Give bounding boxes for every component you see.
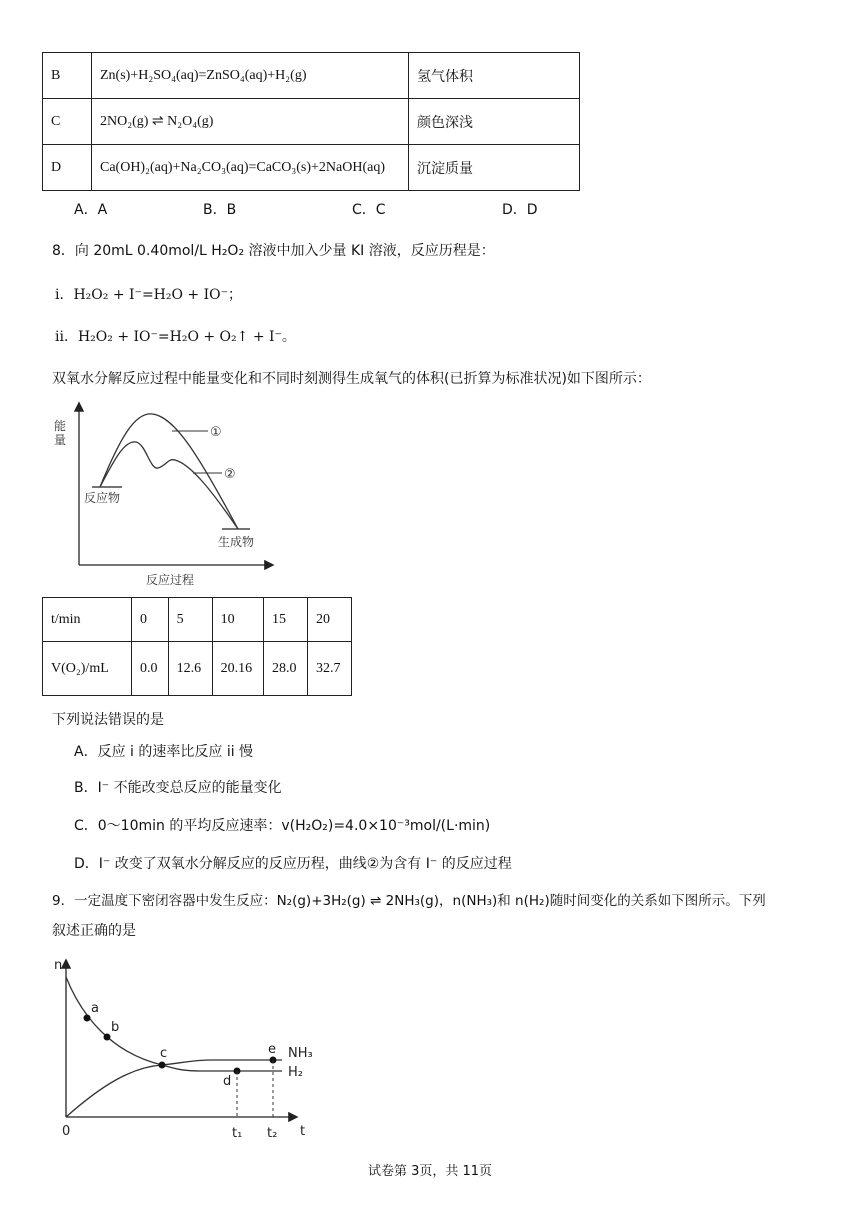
t-cell: 15: [263, 598, 307, 642]
t-header: t/min: [43, 598, 132, 642]
q7-option-a[interactable]: A．A: [74, 202, 108, 218]
v-cell: 12.6: [168, 642, 212, 696]
q7-option-d[interactable]: D．D: [502, 202, 538, 218]
energy-diagram: [50, 398, 280, 588]
row-equation: Zn(s)+H₂SO₄(aq)=ZnSO₄(aq)+H₂(g): [92, 53, 409, 99]
h2-curve: [66, 977, 282, 1071]
q7-option-c[interactable]: C．C: [352, 202, 386, 218]
q8-stem: 8．向 20mL 0.40mol/L H₂O₂ 溶液中加入少量 KI 溶液，反应历程是：: [52, 243, 495, 259]
q8-step-i: i．H₂O₂ + I⁻=H₂O + IO⁻；: [55, 287, 242, 303]
point-c: [159, 1062, 166, 1069]
point-b: [104, 1034, 111, 1041]
nh3-label: NH₃: [288, 1046, 313, 1061]
t2-label: t₂: [267, 1126, 278, 1141]
row-equation: 2NO₂(g) ⇌ N₂O₄(g): [92, 99, 409, 145]
origin-label: 0: [62, 1124, 71, 1139]
q8-step-ii: ii．H₂O₂ + IO⁻=H₂O + O₂↑ + I⁻。: [55, 329, 296, 345]
q8-option-c[interactable]: C．0～10min 的平均反应速率：v(H₂O₂)=4.0×10⁻³mol/(L·min): [74, 818, 491, 834]
v-header: V(O₂)/mL: [43, 642, 132, 696]
q8-question: 下列说法错误的是: [52, 712, 164, 728]
q9-stem-line1: 9．一定温度下密闭容器中发生反应：N₂(g)+3H₂(g) ⇌ 2NH₃(g)，n(NH₃)和 n(H₂)随时间变化的关系如下图所示。下列: [52, 893, 766, 909]
v-cell: 32.7: [307, 642, 351, 696]
row-label: D: [43, 145, 92, 191]
row-label: C: [43, 99, 92, 145]
v-cell: 28.0: [263, 642, 307, 696]
row-method: 氢气体积: [409, 53, 580, 99]
point-a-label: a: [91, 1001, 99, 1016]
page-footer: 试卷第 3页，共 11页: [367, 1164, 493, 1179]
row-label: B: [43, 53, 92, 99]
product-label: 生成物: [218, 535, 255, 549]
curve-2: [100, 442, 238, 529]
reaction-table: [42, 52, 580, 191]
oxygen-volume-table: [42, 597, 352, 696]
row-method: 沉淀质量: [409, 145, 580, 191]
t1-label: t₁: [232, 1126, 243, 1141]
q8-option-a[interactable]: A．反应 i 的速率比反应 ii 慢: [74, 744, 254, 760]
row-method: 颜色深浅: [409, 99, 580, 145]
row-equation: Ca(OH)₂(aq)+Na₂CO₃(aq)=CaCO₃(s)+2NaOH(aq): [92, 145, 409, 191]
v-cell: 20.16: [212, 642, 263, 696]
q8-description: 双氧水分解反应过程中能量变化和不同时刻测得生成氧气的体积(已折算为标准状况)如下图所示：: [52, 371, 651, 387]
point-a: [84, 1015, 91, 1022]
n-t-graph: [52, 955, 342, 1145]
v-cell: 0.0: [132, 642, 169, 696]
energy-xlabel: 反应过程: [146, 573, 195, 587]
t-cell: 5: [168, 598, 212, 642]
point-e-label: e: [268, 1042, 276, 1057]
q8-option-d[interactable]: D．I⁻ 改变了双氧水分解反应的反应历程，曲线②为含有 I⁻ 的反应过程: [74, 856, 512, 872]
energy-ylabel-2: 量: [54, 433, 67, 447]
curve-2-label: ②: [224, 467, 236, 482]
n-axis-label: n: [54, 958, 63, 973]
curve-1-label: ①: [210, 425, 222, 440]
t-cell: 0: [132, 598, 169, 642]
q7-option-b[interactable]: B．B: [203, 202, 237, 218]
q9-stem-line2: 叙述正确的是: [52, 923, 136, 939]
t-cell: 20: [307, 598, 351, 642]
t-cell: 10: [212, 598, 263, 642]
point-b-label: b: [111, 1020, 120, 1035]
reactant-label: 反应物: [84, 491, 121, 505]
h2-label: H₂: [288, 1065, 303, 1080]
t-axis-label: t: [300, 1124, 306, 1139]
energy-ylabel-1: 能: [54, 419, 67, 433]
q8-option-b[interactable]: B．I⁻ 不能改变总反应的能量变化: [74, 780, 282, 796]
point-d-label: d: [223, 1074, 232, 1089]
point-c-label: c: [160, 1046, 168, 1061]
